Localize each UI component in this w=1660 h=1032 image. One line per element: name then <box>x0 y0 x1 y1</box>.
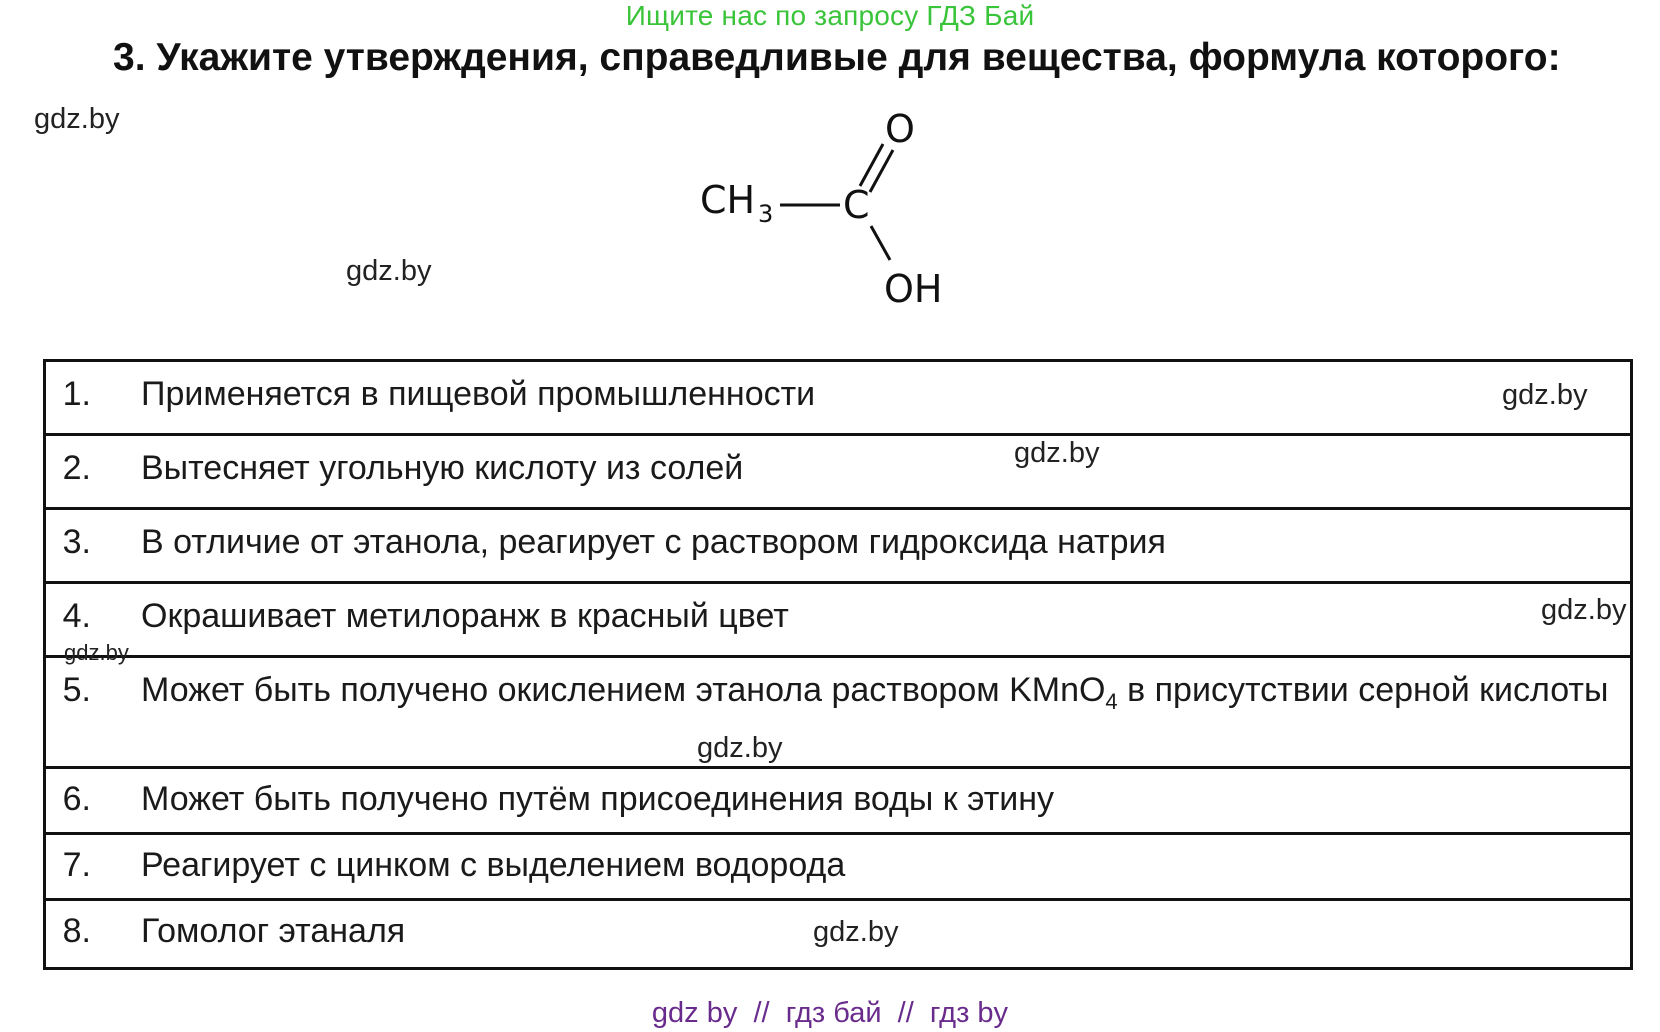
search-hint-banner: Ищите нас по запросу ГДЗ Бай <box>625 0 1035 31</box>
statements-table <box>43 359 1633 970</box>
watermark: gdz.by <box>1014 437 1100 469</box>
formula-carbon: C <box>843 183 870 227</box>
task-title: 3. Укажите утверждения, справедливые для вещества, формула которого: <box>113 36 1561 79</box>
formula-ch3-subscript: 3 <box>758 200 774 228</box>
statement-number: 8. <box>62 912 91 950</box>
structural-formula <box>700 108 960 318</box>
footer-links: gdz by // гдз бай // гдз by <box>651 997 1009 1029</box>
statement-text <box>141 668 1630 724</box>
formula-double-bond-line1 <box>860 144 883 186</box>
statement-text: В отличие от этанола, реагирует с раствором гидроксида натрия <box>141 523 1166 561</box>
watermark: gdz.by <box>697 732 783 764</box>
statement-text: Реагирует с цинком с выделением водорода <box>141 846 846 884</box>
statement-number: 3. <box>62 523 91 561</box>
statement-text: Применяется в пищевой промышленности <box>141 375 816 413</box>
statement-row[interactable] <box>46 362 1630 436</box>
statement-row[interactable] <box>46 584 1630 658</box>
formula-oxygen: O <box>885 108 915 151</box>
statement-text: Окрашивает метилоранж в красный цвет <box>141 597 789 635</box>
statement-number: 5. <box>62 671 91 709</box>
formula-oh-bond <box>871 226 890 260</box>
statement-number: 1. <box>62 375 91 413</box>
formula-hydroxyl: OH <box>884 267 943 311</box>
statement-row[interactable] <box>46 658 1630 769</box>
watermark: gdz.by <box>34 103 120 135</box>
statement-row[interactable] <box>46 769 1630 835</box>
statement-text-part: Может быть получено окислением этанола раствором KMnO <box>141 671 1106 709</box>
statement-row[interactable] <box>46 436 1630 510</box>
watermark: gdz.by <box>346 255 432 287</box>
statement-subscript: 4 <box>1105 688 1118 714</box>
watermark: gdz.by <box>1541 594 1627 626</box>
statement-number: 7. <box>62 846 91 884</box>
watermark: gdz.by <box>64 640 129 665</box>
formula-ch3: CH <box>700 178 756 222</box>
statement-text-part: в присутствии серной кислоты <box>1117 671 1609 709</box>
watermark: gdz.by <box>813 916 899 948</box>
statement-text: Может быть получено путём присоединения воды к этину <box>141 780 1055 818</box>
statement-text: Гомолог этаналя <box>141 912 406 950</box>
statement-number: 4. <box>62 597 91 635</box>
watermark: gdz.by <box>1502 379 1588 411</box>
statement-number: 6. <box>62 780 91 818</box>
statement-text: Вытесняет угольную кислоту из солей <box>141 449 744 487</box>
statement-row[interactable] <box>46 835 1630 901</box>
statement-number: 2. <box>62 449 91 487</box>
statement-row[interactable] <box>46 510 1630 584</box>
formula-double-bond-line2 <box>870 150 893 192</box>
